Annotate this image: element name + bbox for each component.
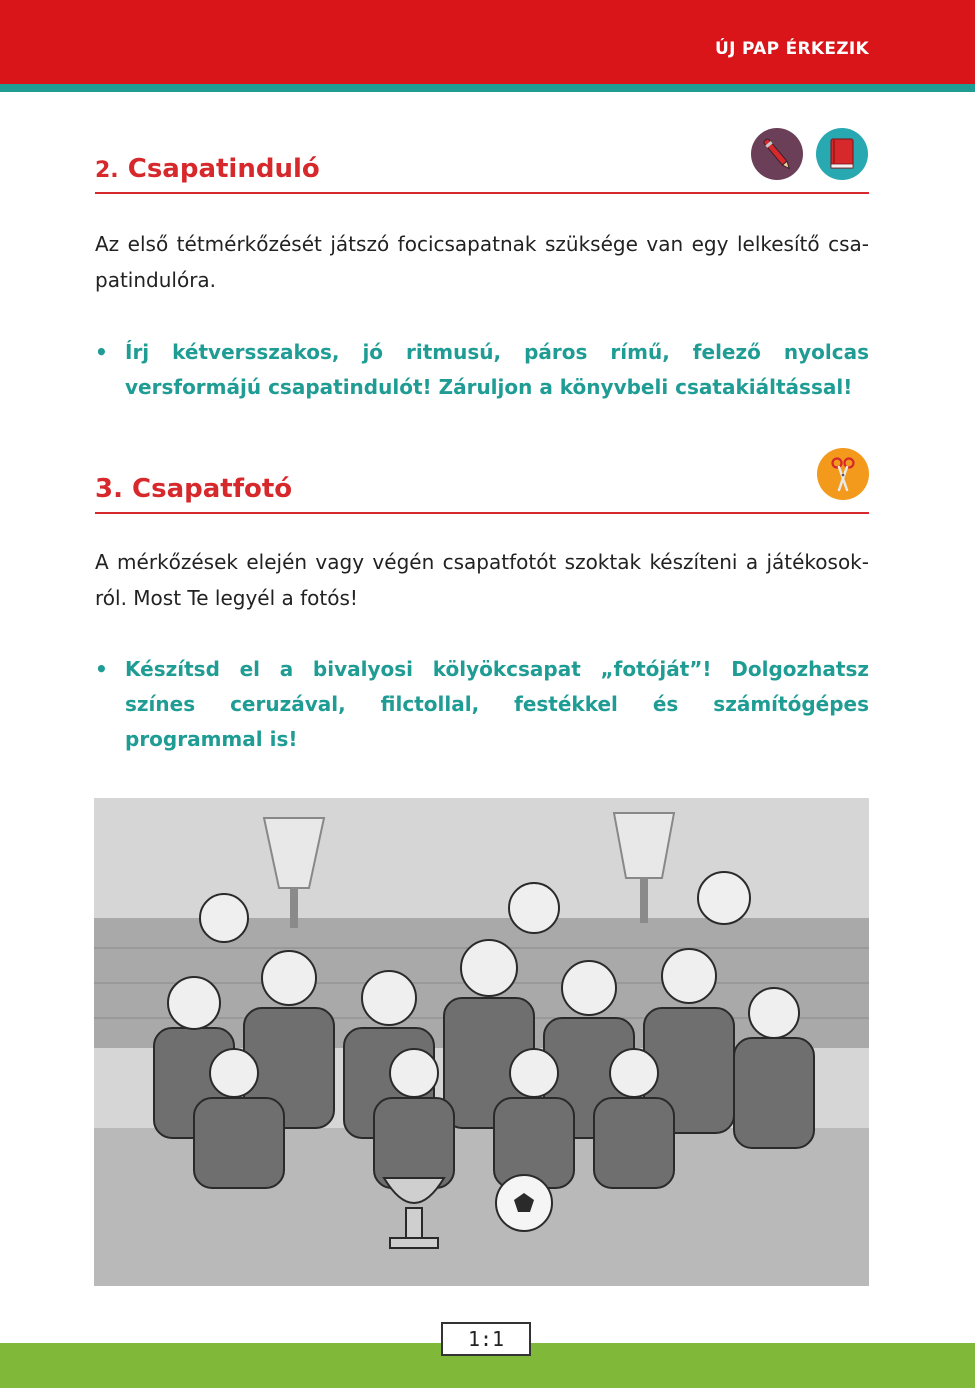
section-3-task: [95, 652, 869, 757]
page-score-badge: 1:1: [441, 1322, 531, 1356]
section-3-task-text: Készítsd el a bivalyosi kölyökcsapat „fotóját”! Dolgozhatsz színes ceruzával, filctollal, festékkel és számítógépes programmal is!: [125, 657, 869, 751]
header-bar: [0, 0, 975, 84]
section-2-title: [95, 154, 320, 184]
running-title: ÚJ PAP ÉRKEZIK: [715, 39, 869, 59]
team-illustration-drawing: [94, 798, 869, 1286]
section-2-title-text: Csapatinduló: [127, 154, 320, 184]
section-2-number: 2.: [95, 158, 119, 183]
section-2-task-text: Írj kétversszakos, jó ritmusú, páros rímű, felező nyolcas versformájú csapatindulót! Záruljon a könyvbeli csatakiáltással!: [125, 340, 869, 399]
book-icon: [816, 128, 868, 180]
bullet-icon: •: [95, 657, 108, 681]
section-3-paragraph: A mérkőzések elején vagy végén csapatfotót szoktak készíteni a játékosokról. Most Te legyél a fotós!: [95, 550, 869, 610]
team-photo-illustration: [94, 798, 869, 1286]
section-2-paragraph: Az első tétmérkőzését játszó focicsapatnak szüksége van egy lelkesítő csapatindulóra.: [95, 232, 869, 292]
section-3-title: 3. Csapatfotó: [95, 474, 293, 504]
scissors-icon: [817, 448, 869, 500]
pen-icon: [751, 128, 803, 180]
section-2-rule: [95, 192, 869, 194]
section-2-task: [95, 335, 869, 405]
bullet-icon: •: [95, 340, 108, 364]
section-3-rule: [95, 512, 869, 514]
header-accent-stripe: [0, 84, 975, 92]
